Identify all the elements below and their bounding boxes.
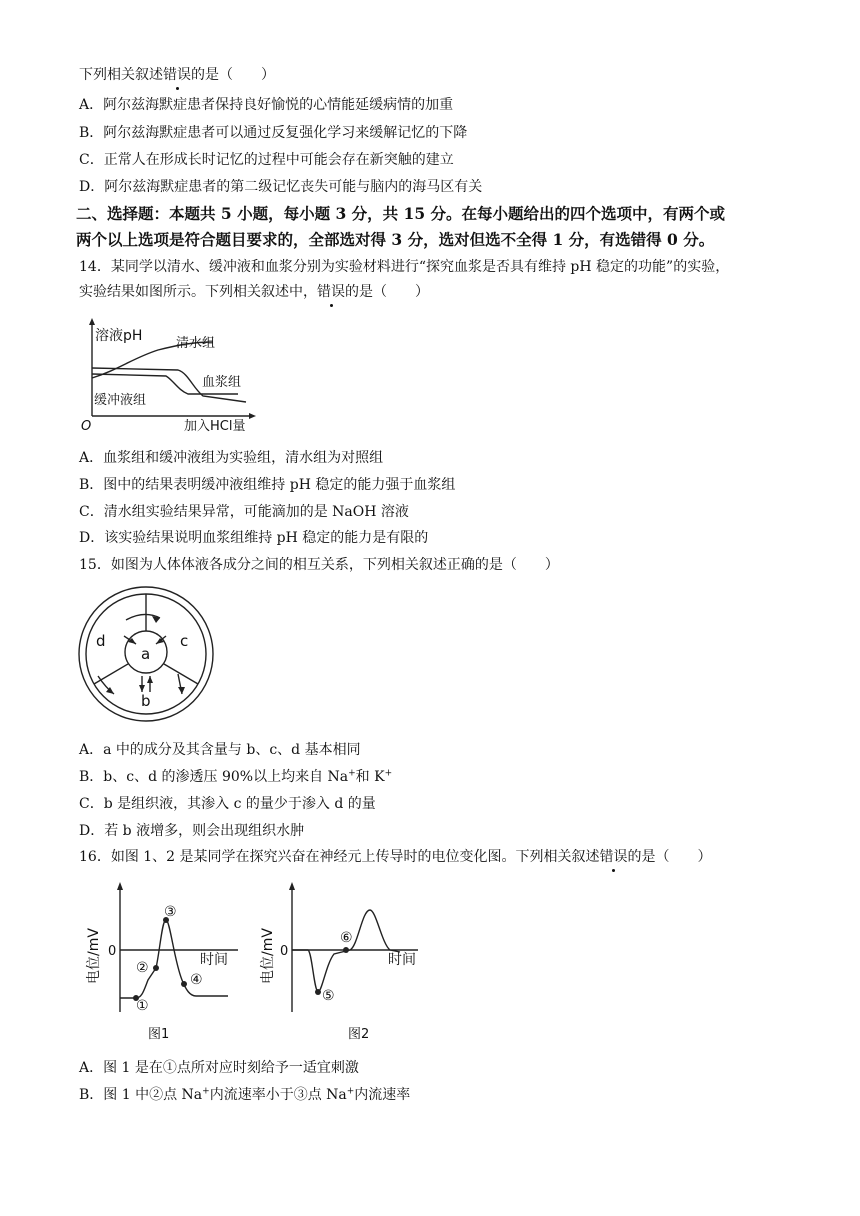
q14-option-a: A．血浆组和缓冲液组为实验组，清水组为对照组 (79, 450, 384, 466)
fig1-point-4 (181, 981, 187, 987)
ph-graph-x-label: 加入HCl量 (184, 419, 246, 434)
q16-option-b-pre: B．图 1 中②点 Na (79, 1087, 203, 1103)
q15-option-b (79, 767, 392, 787)
q16-option-b-post: 内流速率 (354, 1087, 411, 1103)
q16-stem-pre: 16．如图 1、2 是某同学在探究兴奋在神经元上传导时的电位变化图。下列相关叙述 (79, 849, 600, 865)
q13-stem-pre: 下列相关叙述 (79, 67, 163, 83)
q13-stem (79, 65, 275, 85)
ph-graph (78, 318, 258, 434)
fig2-x-label: 时间 (388, 952, 416, 968)
fig1-x-label: 时间 (200, 952, 228, 968)
fig2-point-5-label: ⑤ (322, 988, 335, 1004)
q15-option-c: C．b 是组织液，其渗入 c 的量少于渗入 d 的量 (79, 796, 376, 812)
q15-option-b-pre: B．b、c、d 的渗透压 90%以上均来自 Na (79, 769, 349, 785)
q13-option-d: D．阿尔兹海默症患者的第二级记忆丧失可能与脑内的海马区有关 (79, 179, 483, 195)
q15-option-b-sup1: + (348, 768, 356, 779)
divider-right (164, 664, 198, 684)
fig2-y-label: 电位/mV (260, 928, 276, 984)
q16-stem-emphasis: 错误 (599, 849, 628, 865)
arrowhead-b-c (178, 687, 185, 694)
arrowhead-a-b (139, 685, 145, 692)
fig2-caption: 图2 (348, 1027, 370, 1042)
section2-heading-line1: 二、选择题：本题共 5 小题，每小题 3 分，共 15 分。在每小题给出的四个选项中，有两个或 (76, 204, 726, 223)
q14-stem-pre: 实验结果如图所示。下列相关叙述中， (79, 284, 317, 300)
q14-option-d: D．该实验结果说明血浆组维持 pH 稳定的能力是有限的 (79, 530, 429, 546)
fig1-point-4-label: ④ (190, 972, 203, 988)
ph-graph-x-arrow (249, 413, 256, 419)
ph-graph-y-arrow (89, 318, 95, 325)
fig1-zero-label: 0 (108, 944, 117, 959)
fig2-point-6 (343, 947, 349, 953)
buffer-group-label: 缓冲液组 (94, 393, 147, 408)
q13-stem-emphasis: 错误 (163, 67, 191, 83)
q16-option-b-sup1: + (202, 1086, 210, 1097)
q16-option-b-sup2: + (346, 1086, 355, 1097)
plasma-group-label: 血浆组 (202, 375, 242, 390)
fig2-y-arrow (289, 882, 295, 890)
ph-graph-y-label: 溶液pH (95, 328, 143, 344)
q14-stem-emphasis: 错误 (317, 284, 345, 300)
q13-stem-post: 的是（ ） (191, 67, 275, 83)
fig2-zero-label: 0 (280, 944, 289, 959)
arrowhead-b-a (147, 676, 153, 683)
fig1-y-arrow (117, 882, 123, 890)
q16-option-b (79, 1085, 410, 1105)
q15-option-d: D．若 b 液增多，则会出现组织水肿 (79, 823, 305, 839)
q13-option-c: C．正常人在形成长时记忆的过程中可能会存在新突触的建立 (79, 152, 454, 168)
label-a: a (141, 645, 151, 663)
divider-left (94, 664, 128, 684)
label-b: b (141, 692, 151, 710)
q16-stem-post: 的是（ ） (627, 849, 712, 865)
fig1-point-2-label: ② (136, 960, 149, 976)
q15-stem: 15．如图为人体体液各成分之间的相互关系，下列相关叙述正确的是（ ） (79, 557, 559, 573)
membrane-potential-figures (78, 880, 428, 1050)
label-d: d (96, 632, 106, 650)
q15-option-a: A．a 中的成分及其含量与 b、c、d 基本相同 (79, 742, 361, 758)
fig1-point-3-label: ③ (164, 904, 177, 920)
q14-option-b: B．图中的结果表明缓冲液组维持 pH 稳定的能力强于血浆组 (79, 477, 456, 493)
water-group-label: 清水组 (176, 336, 216, 351)
label-c: c (180, 632, 189, 650)
q14-stem-line1: 14．某同学以清水、缓冲液和血浆分别为实验材料进行“探究血浆是否具有维持 pH 稳定的功能”的实验， (79, 259, 730, 275)
q16-option-a: A．图 1 是在①点所对应时刻给予一适宜刺激 (79, 1060, 359, 1076)
section2-heading-line2: 两个以上选项是符合题目要求的，全部选对得 3 分，选对但选不全得 1 分，有选错得 0 分。 (76, 230, 715, 249)
q16-option-b-mid: 内流速率小于③点 Na (209, 1087, 347, 1103)
fig2-point-6-label: ⑥ (340, 930, 353, 946)
q15-option-b-mid: 和 K (355, 769, 385, 785)
fig1-point-2 (153, 965, 159, 971)
q14-option-c: C．清水组实验结果异常，可能滴加的是 NaOH 溶液 (79, 504, 409, 520)
fig2-point-5 (315, 989, 321, 995)
fig1-caption: 图1 (148, 1027, 170, 1042)
ph-graph-origin: O (81, 419, 92, 434)
fig1-point-1-label: ① (136, 998, 149, 1014)
q13-option-a: A．阿尔兹海默症患者保持良好愉悦的心情能延缓病情的加重 (79, 97, 454, 113)
q15-option-b-sup2: + (384, 768, 393, 779)
q14-stem-line2 (79, 282, 429, 302)
fig1-y-label: 电位/mV (86, 928, 102, 984)
q14-stem-post: 的是（ ） (345, 284, 429, 300)
q16-stem (79, 847, 712, 867)
body-fluid-diagram (78, 584, 218, 724)
q13-option-b: B．阿尔兹海默症患者可以通过反复强化学习来缓解记忆的下降 (79, 125, 468, 141)
